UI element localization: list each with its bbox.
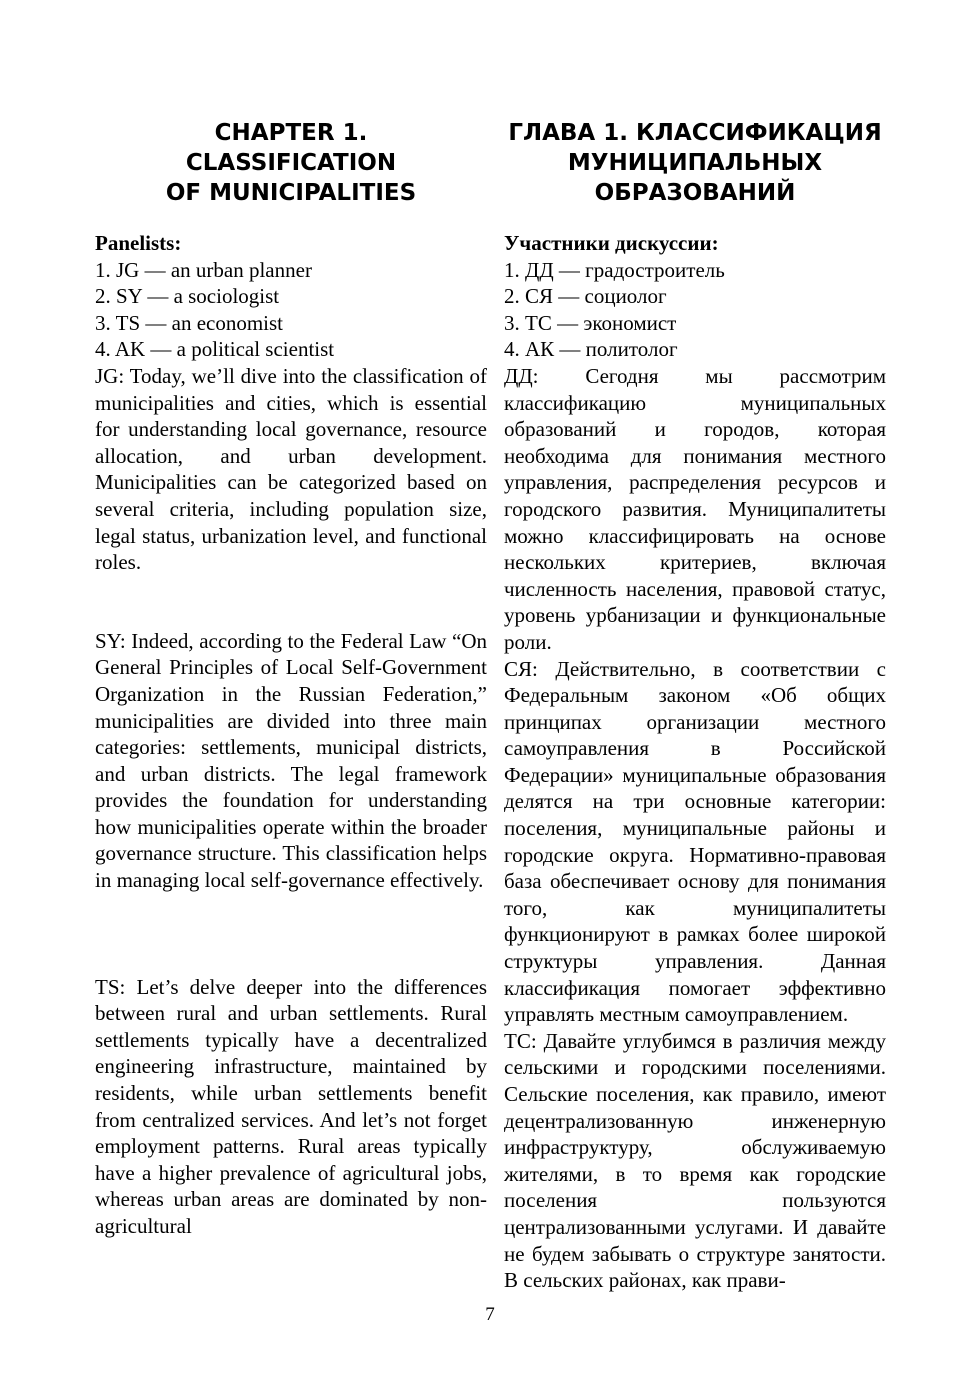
paragraph-jg-en: JG: Today, we’ll dive into the classification of municipalities and cities, which is essential for understanding local governance, resource allocation, and urban development. Municipalities can be categorized based on several criteria, including population size, legal status, urbanization level, and functional roles.: [95, 363, 487, 575]
panelist-item: 4. AK — a political scientist: [95, 337, 335, 362]
heading-line: МУНИЦИПАЛЬНЫХ: [567, 150, 823, 176]
russian-column: [504, 118, 886, 1294]
chapter-heading-ru: [504, 118, 886, 208]
paragraph-spacer: [95, 894, 487, 974]
panelist-item: 1. ДД — градостроитель: [504, 257, 725, 282]
heading-line: OF MUNICIPALITIES: [165, 180, 417, 206]
english-column: [95, 118, 487, 1240]
panelist-item: 2. СЯ — социолог: [504, 284, 667, 309]
paragraph-spacer: [95, 576, 487, 628]
panelists-title-ru: Участники дискуссии:: [504, 231, 719, 255]
chapter-heading-en: [95, 118, 487, 208]
heading-line: ГЛАВА 1. КЛАССИФИКАЦИЯ: [508, 120, 882, 146]
paragraph-sya-ru: СЯ: Действительно, в соответствии с Федеральным законом «Об общих принципах организации местного самоуправления в Российской Федерации» муниципальные образования делятся на три основные категории: поселения, муниципальные районы и городские округа. Нормативно-правовая база обеспечивает основу для понимания того, как муниципалитеты функционируют в рамках более широкой структуры управления. Данная классификация помогает эффективно управлять местным самоуправлением.: [504, 656, 886, 1027]
heading-line: CLASSIFICATION: [185, 150, 397, 176]
panelist-item: 3. ТС — экономист: [504, 310, 677, 335]
paragraph-ts-ru: ТС: Давайте углубимся в различия между сельскими и городскими поселениями. Сельские поселения, как правило, имеют децентрализованную инженерную инфраструктуру, обслуживаемую жителями, в то время как городские поселения пользуются централизованными услугами. И давайте не будем забывать о структуре занятости. В сельских районах, как прави-: [504, 1028, 886, 1293]
heading-line: CHAPTER 1.: [214, 120, 368, 146]
panelist-item: 1. JG — an urban planner: [95, 257, 312, 282]
panelist-item: 3. TS — an economist: [95, 310, 284, 335]
paragraph-sy-en: SY: Indeed, according to the Federal Law “On General Principles of Local Self-Government Organization in the Russian Federation,” municipalities are divided into three main categories: settlements, municipal districts, and urban districts. The legal framework provides the foundation for understanding how municipalities operate within the broader governance structure. This classification helps in managing local self-governance effectively.: [95, 628, 487, 893]
panelist-item: 4. АК — политолог: [504, 337, 678, 362]
paragraph-dd-ru: ДД: Сегодня мы рассмотрим классификацию муниципальных образований и городов, которая необходима для понимания местного управления, распределения ресурсов и городского развития. Муниципалитеты можно классифицировать на основе нескольких критериев, включая численность населения, правовой статус, уровень урбанизации и функциональные роли.: [504, 363, 886, 654]
paragraph-ts-en: TS: Let’s delve deeper into the differences between rural and urban settlements. Rural settlements typically have a decentralized engineering infrastructure, maintained by residents, while urban settlements benefit from centralized services. And let’s not forget employment patterns. Rural areas typically have a higher prevalence of agricultural jobs, whereas urban areas are dominated by non-agricultural: [95, 974, 487, 1238]
page-number: 7: [485, 1304, 495, 1325]
heading-line: ОБРАЗОВАНИЙ: [594, 180, 796, 206]
panelist-item: 2. SY — a sociologist: [95, 284, 280, 309]
panelists-title-en: Panelists:: [95, 231, 182, 255]
